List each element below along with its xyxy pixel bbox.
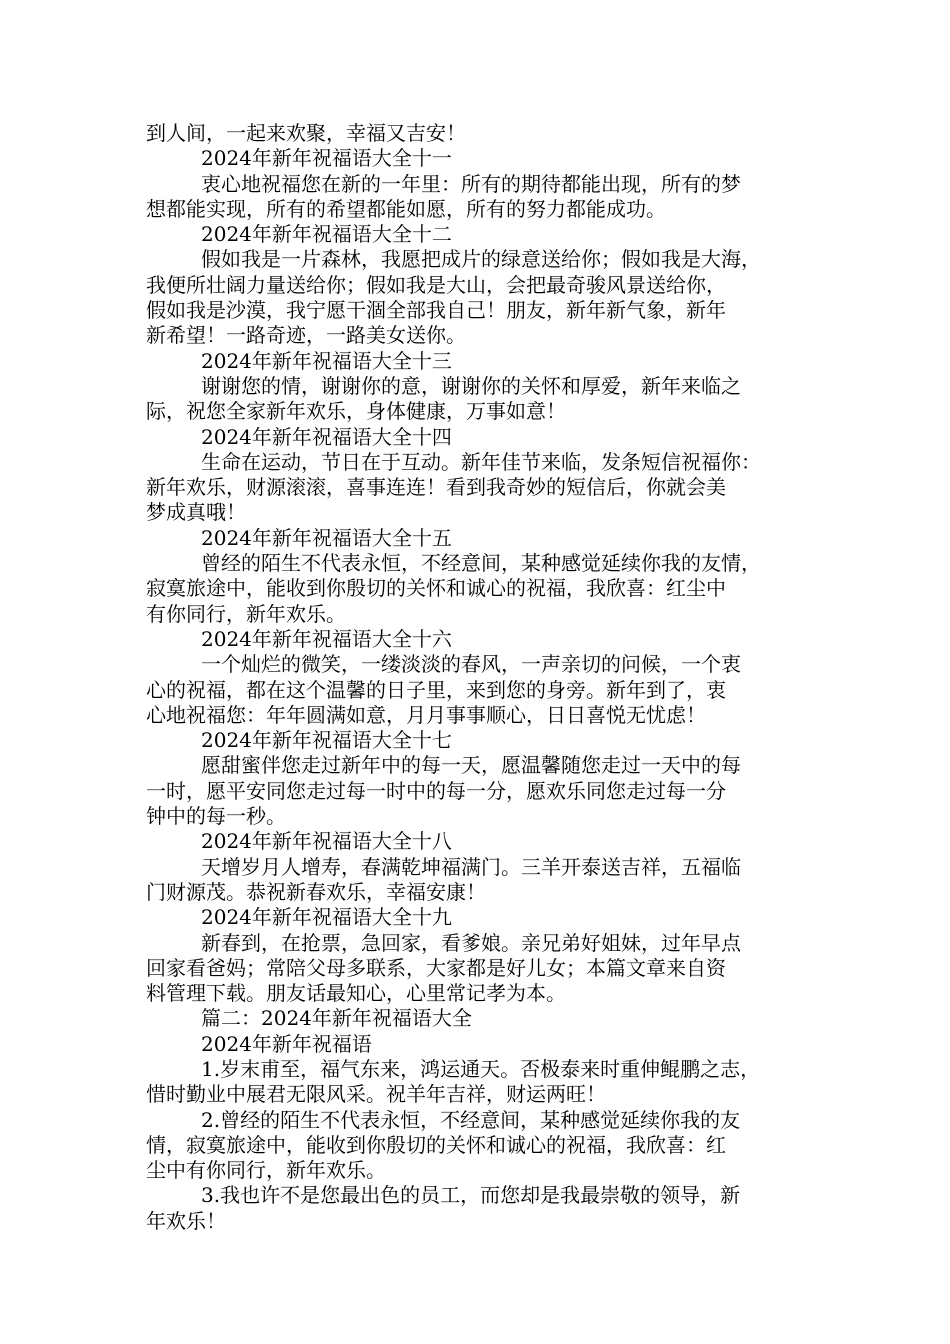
text-line: 寂寞旅途中，能收到你殷切的关怀和诚心的祝福，我欣喜：红尘中 xyxy=(146,576,726,601)
text-line: 年欢乐！ xyxy=(146,1208,226,1233)
text-line: 2024年新年祝福语大全十七 xyxy=(201,728,452,753)
text-line: 新希望！一路奇迹，一路美女送你。 xyxy=(146,323,466,348)
text-line: 一个灿烂的微笑，一缕淡淡的春风，一声亲切的问候，一个衷 xyxy=(201,652,741,677)
text-line: 心地祝福您：年年圆满如意，月月事事顺心，日日喜悦无忧虑！ xyxy=(146,702,706,727)
text-line: 天增岁月人增寿，春满乾坤福满门。三羊开泰送吉祥，五福临 xyxy=(201,854,741,879)
text-line: 际，祝您全家新年欢乐，身体健康，万事如意！ xyxy=(146,399,566,424)
text-line: 2024年新年祝福语大全十八 xyxy=(201,829,452,854)
text-line: 梦成真哦！ xyxy=(146,500,246,525)
text-line: 门财源茂。恭祝新春欢乐，幸福安康！ xyxy=(146,879,486,904)
text-line: 2024年新年祝福语大全十九 xyxy=(201,905,452,930)
text-line: 回家看爸妈；常陪父母多联系，大家都是好儿女；本篇文章来自资 xyxy=(146,955,726,980)
text-line: 2024年新年祝福语大全十一 xyxy=(201,146,452,171)
text-line: 尘中有你同行，新年欢乐。 xyxy=(146,1158,386,1183)
text-line: 2024年新年祝福语大全十三 xyxy=(201,348,452,373)
text-line: 愿甜蜜伴您走过新年中的每一天，愿温馨随您走过一天中的每 xyxy=(201,753,741,778)
text-line: 生命在运动，节日在于互动。新年佳节来临，发条短信祝福你： xyxy=(201,449,761,474)
text-line: 衷心地祝福您在新的一年里：所有的期待都能出现，所有的梦 xyxy=(201,171,741,196)
text-line: 钟中的每一秒。 xyxy=(146,804,286,829)
text-line: 心的祝福，都在这个温馨的日子里，来到您的身旁。新年到了，衷 xyxy=(146,677,726,702)
text-line: 1.岁末甫至，福气东来，鸿运通天。否极泰来时重伸鲲鹏之志， xyxy=(201,1056,761,1081)
text-line: 想都能实现，所有的希望都能如愿，所有的努力都能成功。 xyxy=(146,196,666,221)
text-line: 我便所壮阔力量送给你；假如我是大山，会把最奇骏风景送给你， xyxy=(146,272,726,297)
text-line: 假如我是一片森林，我愿把成片的绿意送给你；假如我是大海， xyxy=(201,247,761,272)
text-line: 惜时勤业中展君无限风采。祝羊年吉祥，财运两旺！ xyxy=(146,1082,606,1107)
text-line: 曾经的陌生不代表永恒，不经意间，某种感觉延续你我的友情， xyxy=(201,551,761,576)
text-line: 2024年新年祝福语大全十六 xyxy=(201,626,452,651)
text-line: 新春到，在抢票，急回家，看爹娘。亲兄弟好姐妹，过年早点 xyxy=(201,930,741,955)
text-line: 一时，愿平安同您走过每一时中的每一分，愿欢乐同您走过每一分 xyxy=(146,778,726,803)
text-line: 2024年新年祝福语大全十五 xyxy=(201,525,452,550)
text-line: 3.我也许不是您最出色的员工，而您却是我最崇敬的领导，新 xyxy=(201,1183,741,1208)
document-page xyxy=(146,121,806,1234)
text-line: 料管理下载。朋友话最知心，心里常记孝为本。 xyxy=(146,981,566,1006)
text-line: 情，寂寞旅途中，能收到你殷切的关怀和诚心的祝福，我欣喜：红 xyxy=(146,1132,726,1157)
text-line: 2024年新年祝福语大全十二 xyxy=(201,222,452,247)
text-line: 新年欢乐，财源滚滚，喜事连连！看到我奇妙的短信后，你就会美 xyxy=(146,475,726,500)
text-line: 假如我是沙漠，我宁愿干涸全部我自己！朋友，新年新气象，新年 xyxy=(146,298,726,323)
text-line: 谢谢您的情，谢谢你的意，谢谢你的关怀和厚爱，新年来临之 xyxy=(201,373,741,398)
text-line: 2024年新年祝福语大全十四 xyxy=(201,424,452,449)
text-line: 到人间，一起来欢聚，幸福又吉安！ xyxy=(146,121,466,145)
text-line: 有你同行，新年欢乐。 xyxy=(146,601,346,626)
text-line: 2.曾经的陌生不代表永恒，不经意间，某种感觉延续你我的友 xyxy=(201,1107,741,1132)
text-line: 2024年新年祝福语 xyxy=(201,1031,372,1056)
text-line: 篇二：2024年新年祝福语大全 xyxy=(201,1006,472,1031)
